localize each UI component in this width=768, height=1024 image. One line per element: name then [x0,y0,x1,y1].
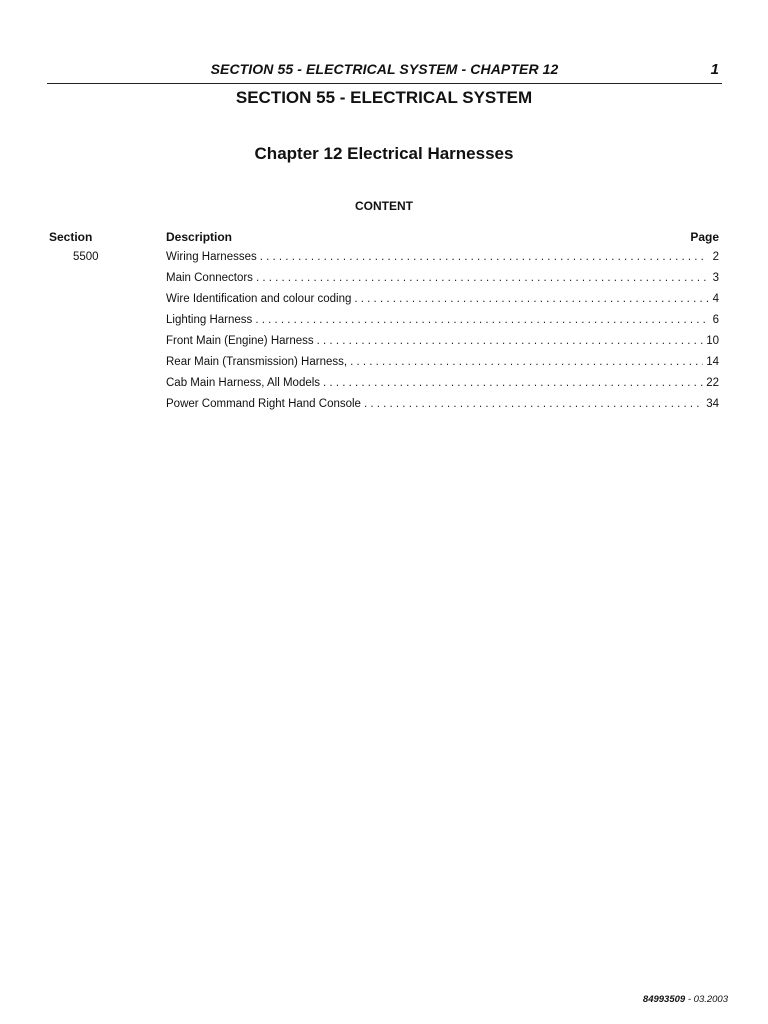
toc-page-number: 2 [712,251,719,263]
running-title: SECTION 55 - ELECTRICAL SYSTEM - CHAPTER 12 [210,61,559,77]
document-date: 03.2003 [693,994,728,1005]
toc-entry-power-command-console[interactable] [166,398,719,419]
toc-page-number: 10 [706,335,719,347]
toc-description: Wire Identification and colour coding [166,293,352,305]
page-footer [643,994,728,1005]
dot-leader [256,272,708,284]
section-title: SECTION 55 - ELECTRICAL SYSTEM [235,88,533,107]
toc-entry-cab-main-harness[interactable] [166,377,719,398]
toc-entry-wire-identification[interactable] [166,293,719,314]
toc-description: Main Connectors [166,272,253,284]
toc-entry-front-main-harness[interactable] [166,335,719,356]
chapter-title: Chapter 12 Electrical Harnesses [254,144,514,163]
toc-entry-wiring-harnesses[interactable] [166,251,719,272]
page-number: 1 [710,61,719,78]
toc-entry-main-connectors[interactable] [166,272,719,293]
column-header-page: Page [690,230,719,244]
toc-page-number: 4 [712,293,719,305]
toc-page-number: 34 [706,398,719,410]
toc-page-number: 3 [712,272,719,284]
toc-description: Wiring Harnesses [166,251,257,263]
running-header [47,60,722,84]
toc-description: Rear Main (Transmission) Harness, [166,356,348,368]
content-heading: CONTENT [355,199,413,213]
toc-description: Front Main (Engine) Harness [166,335,314,347]
footer-separator: - [685,994,694,1005]
toc-description: Cab Main Harness, All Models [166,377,321,389]
column-header-description: Description [166,230,233,244]
toc-description: Power Command Right Hand Console [166,398,361,410]
toc-page-number: 14 [706,356,719,368]
toc-page-number: 22 [706,377,719,389]
toc-entry-rear-main-harness[interactable] [166,356,719,377]
toc-entry-lighting-harness[interactable] [166,314,719,335]
dot-leader [350,356,703,368]
toc-page-number: 6 [712,314,719,326]
column-header-section: Section [49,230,93,244]
table-of-contents [166,251,719,419]
section-code: 5500 [73,251,99,263]
document-code: 84993509 [642,994,686,1005]
dot-leader [260,251,708,263]
dot-leader [323,377,703,389]
dot-leader [364,398,703,410]
dot-leader [354,293,708,305]
dot-leader [317,335,704,347]
dot-leader [255,314,708,326]
toc-description: Lighting Harness [166,314,253,326]
